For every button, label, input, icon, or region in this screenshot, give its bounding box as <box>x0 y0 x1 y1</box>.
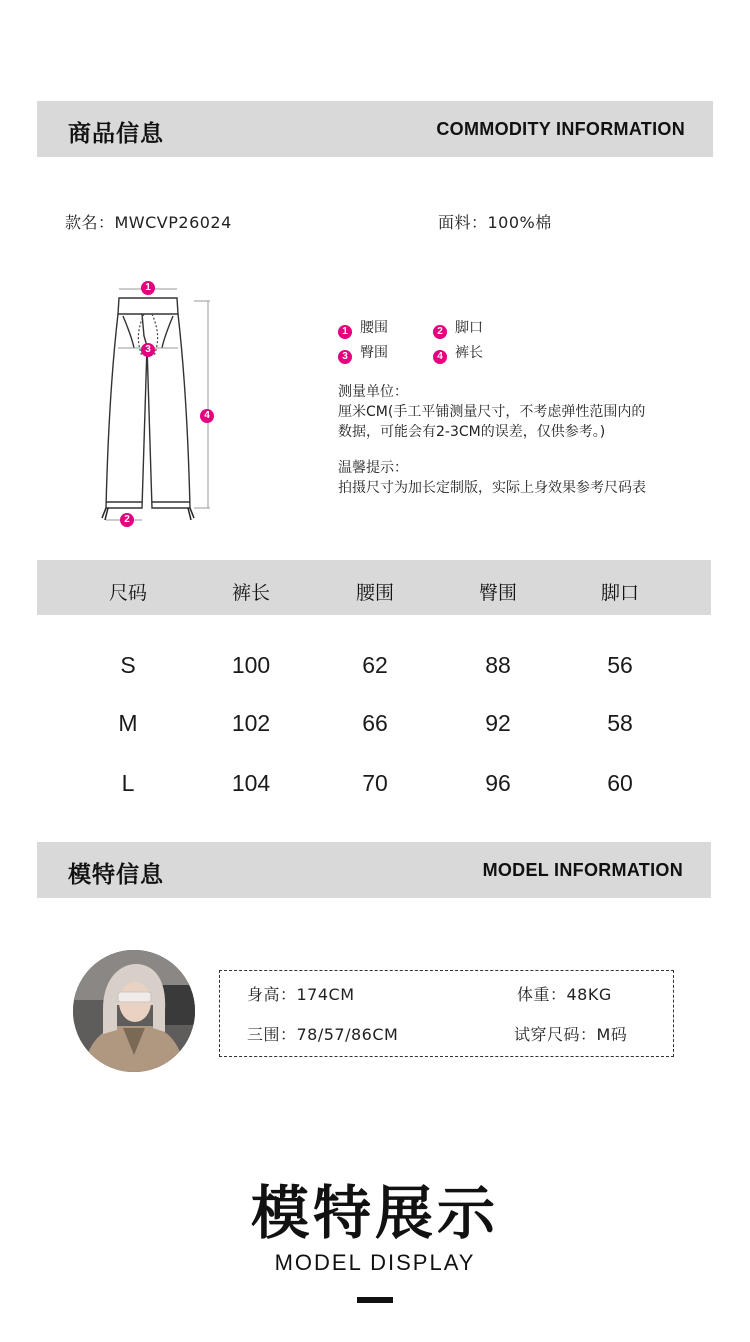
pants-diagram <box>92 276 222 531</box>
badge-4: 4 <box>200 409 214 423</box>
th-size: 尺码 <box>108 582 147 604</box>
legend-item-length <box>433 342 483 364</box>
model-height: 身高：174CM <box>247 985 355 1004</box>
table-cell: 100 <box>231 652 271 678</box>
model-display-title: 模特展示 <box>250 1179 499 1247</box>
table-cell: 104 <box>231 770 271 796</box>
table-cell: L <box>121 770 135 796</box>
badge-3: 3 <box>141 343 155 357</box>
table-cell: 56 <box>607 652 633 678</box>
legend-item-waist <box>338 317 388 339</box>
legend-item-hip <box>338 342 388 364</box>
badge-1: 1 <box>141 281 155 295</box>
model-display-subtitle: MODEL DISPLAY <box>274 1250 476 1275</box>
commodity-info-title-en: COMMODITY INFORMATION <box>436 119 685 139</box>
table-cell: S <box>120 652 136 678</box>
commodity-info-title-zh: 商品信息 <box>68 121 164 147</box>
model-try-size: 试穿尺码：M码 <box>514 1025 628 1044</box>
table-cell: 102 <box>231 710 271 736</box>
legend-label: 腰围 <box>360 320 388 336</box>
legend-label: 臀围 <box>360 345 388 361</box>
badge-2: 2 <box>120 513 134 527</box>
legend-badge: 2 <box>433 325 447 339</box>
legend-label: 脚口 <box>455 320 483 336</box>
th-length: 裤长 <box>231 582 270 604</box>
table-cell: M <box>118 710 138 736</box>
unit-title: 测量单位： <box>338 384 408 400</box>
style-name: 款名：MWCVP26024 <box>65 213 232 232</box>
fabric: 面料：100%棉 <box>438 213 552 232</box>
divider <box>357 1297 393 1303</box>
unit-line-1: 厘米CM(手工平铺测量尺寸，不考虑弹性范围内的 <box>338 404 646 420</box>
th-hem: 脚口 <box>600 582 639 604</box>
table-cell: 58 <box>607 710 633 736</box>
model-info-header <box>37 842 711 898</box>
th-waist: 腰围 <box>355 582 394 604</box>
legend-item-hem <box>433 317 483 339</box>
measurement-unit-note <box>338 382 698 442</box>
legend-label: 裤长 <box>455 345 483 361</box>
tip-line: 拍摄尺寸为加长定制版，实际上身效果参考尺码表 <box>338 480 646 496</box>
unit-line-2: 数据，可能会有2-3CM的误差，仅供参考。) <box>338 424 606 440</box>
warm-tip-note <box>338 458 698 498</box>
model-measurements: 三围：78/57/86CM <box>247 1025 399 1044</box>
legend-badge: 3 <box>338 350 352 364</box>
model-info-title-zh: 模特信息 <box>68 862 164 888</box>
model-weight: 体重：48KG <box>517 985 612 1004</box>
model-info-box <box>219 970 674 1057</box>
table-cell: 62 <box>362 652 388 678</box>
table-cell: 92 <box>485 710 511 736</box>
table-cell: 70 <box>362 770 388 796</box>
tip-title: 温馨提示： <box>338 460 408 476</box>
table-cell: 60 <box>607 770 633 796</box>
table-cell: 66 <box>362 710 388 736</box>
legend-badge: 4 <box>433 350 447 364</box>
table-cell: 96 <box>485 770 511 796</box>
size-table-header <box>37 560 711 615</box>
table-cell: 88 <box>485 652 511 678</box>
model-info-title-en: MODEL INFORMATION <box>482 860 683 880</box>
commodity-info-header <box>37 101 713 157</box>
model-avatar-photo <box>73 950 195 1072</box>
th-hip: 臀围 <box>478 582 517 604</box>
legend-badge: 1 <box>338 325 352 339</box>
